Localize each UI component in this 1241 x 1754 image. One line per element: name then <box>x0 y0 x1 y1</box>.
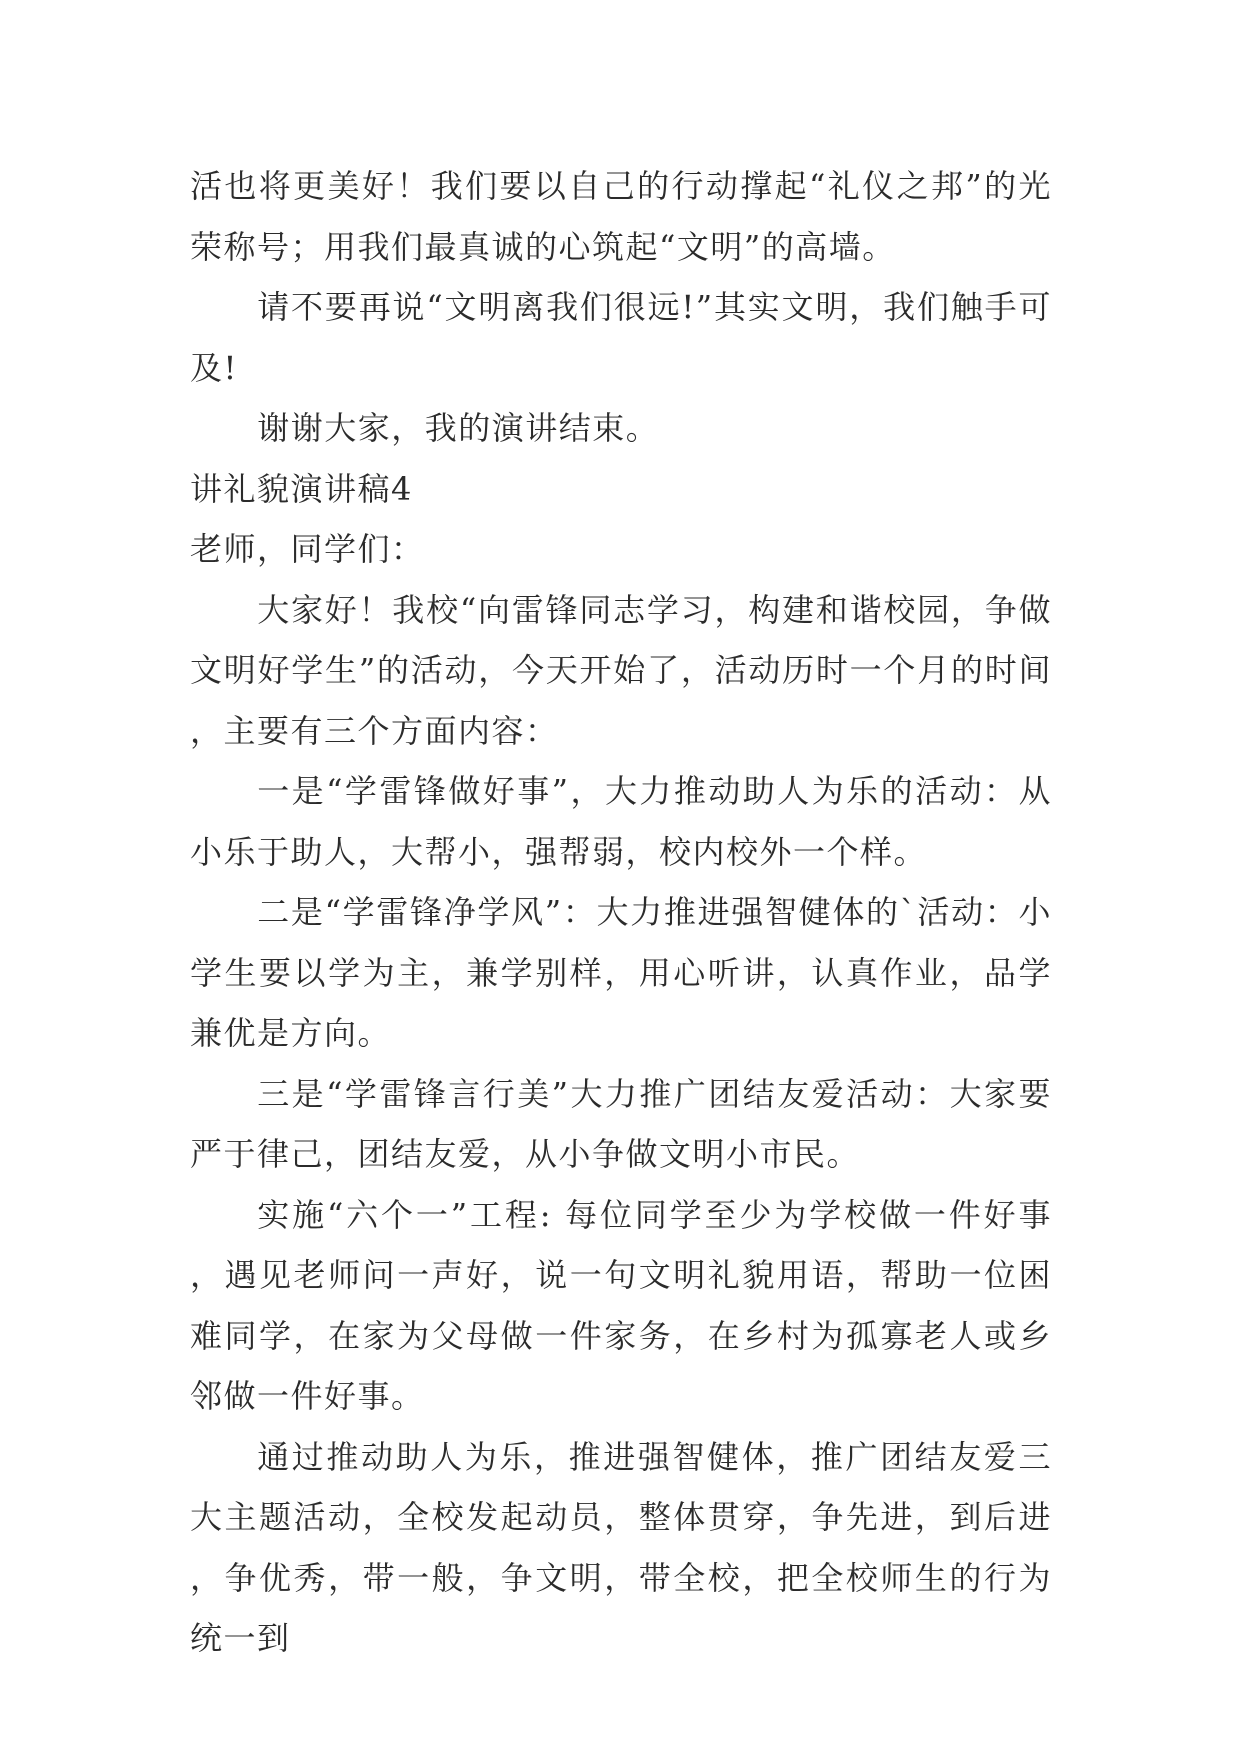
paragraph-greeting: 大家好！我校“向雷锋同志学习，构建和谐校园，争做文明好学生”的活动，今天开始了，活动历时一个月的时间，主要有三个方面内容： <box>190 590 1052 750</box>
paragraph-thanks: 谢谢大家，我的演讲结束。 <box>257 409 660 447</box>
paragraph-point-two: 二是“学雷锋净学风”：大力推进强智健体的`活动：小学生要以学为主，兼学别样，用心听讲，认真作业，品学兼优是方向。 <box>190 893 1052 1052</box>
paragraph-civility-reachable: 请不要再说“文明离我们很远!”其实文明，我们触手可及! <box>190 288 1052 387</box>
paragraph-closing-fragment: 活也将更美好！我们要以自己的行动撑起“礼仪之邦”的光荣称号；用我们最真诚的心筑起“文明”的高墙。 <box>190 167 1052 266</box>
document-body <box>190 156 1052 1669</box>
section-heading: 讲礼貌演讲稿4 <box>190 469 413 508</box>
paragraph-six-ones: 实施“六个一”工程: 每位同学至少为学校做一件好事，遇见老师问一声好，说一句文明礼貌用语，帮助一位困难同学，在家为父母做一件家务，在乡村为孤寡老人或乡邻做一件好事。 <box>190 1195 1052 1415</box>
paragraph-point-one: 一是“学雷锋做好事”，大力推动助人为乐的活动：从小乐于助人，大帮小，强帮弱，校内校外一个样。 <box>190 772 1052 871</box>
salutation: 老师，同学们： <box>190 530 425 568</box>
paragraph-point-three: 三是“学雷锋言行美”大力推广团结友爱活动：大家要严于律己，团结友爱，从小争做文明小市民。 <box>190 1074 1052 1173</box>
paragraph-summary: 通过推动助人为乐，推进强智健体，推广团结友爱三大主题活动，全校发起动员，整体贯穿，争先进，到后进，争优秀，带一般，争文明，带全校，把全校师生的行为统一到 <box>190 1437 1052 1657</box>
